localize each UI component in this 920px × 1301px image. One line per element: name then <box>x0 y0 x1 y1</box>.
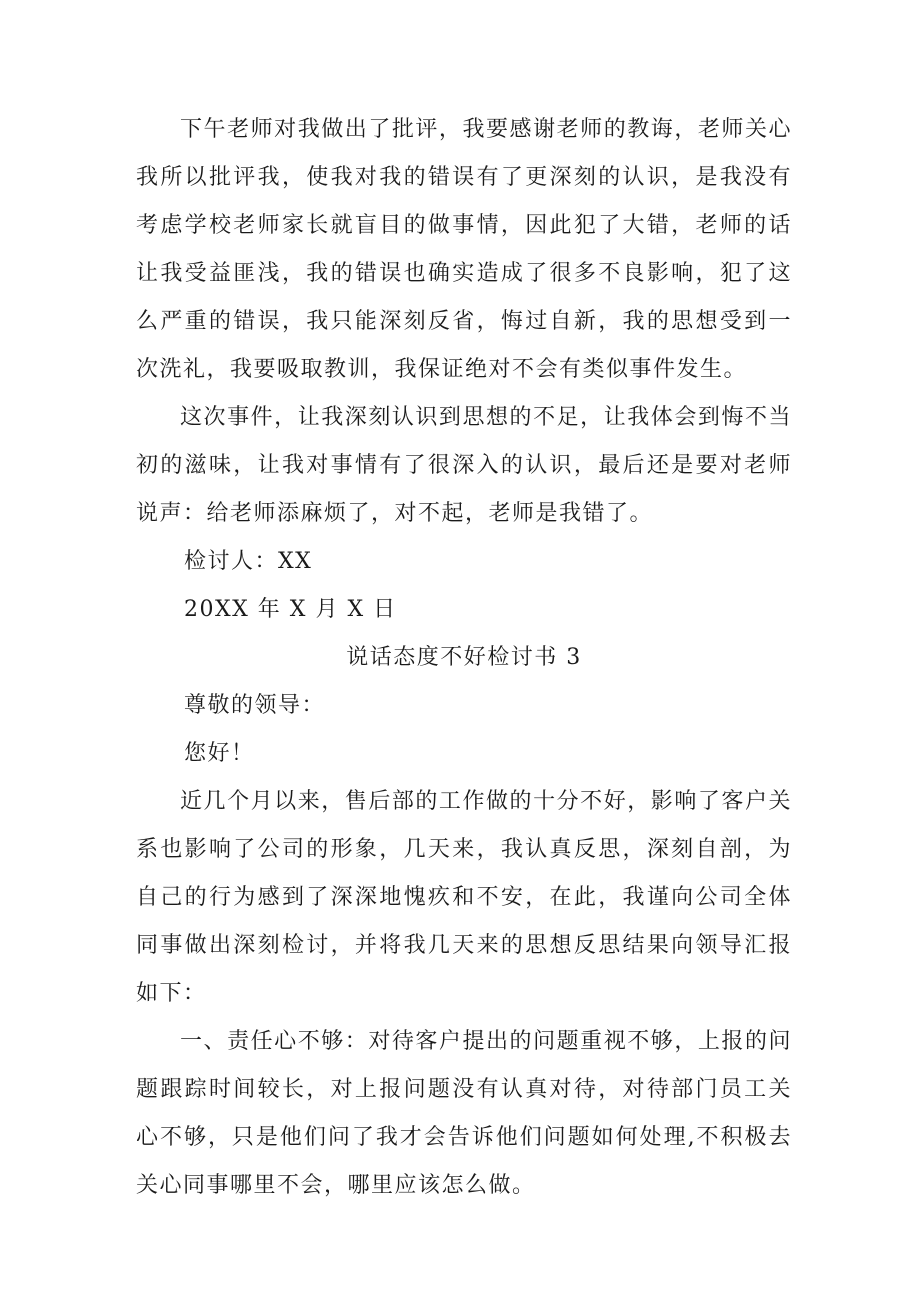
paragraph-apology: 下午老师对我做出了批评，我要感谢老师的教诲，老师关心我所以批评我，使我对我的错误有了更深刻的认识，是我没有考虑学校老师家长就盲目的做事情，因此犯了大错，老师的话让我受益匪浅，我的错误也确实造成了很多不良影响，犯了这么严重的错误，我只能深刻反省，悔过自新，我的思想受到一次洗礼，我要吸取教训，我保证绝对不会有类似事件发生。 <box>136 117 792 382</box>
date-line: 20XX 年 X 月 X 日 <box>184 597 397 622</box>
paragraph-intro: 近几个月以来，售后部的工作做的十分不好，影响了客户关系也影响了公司的形象，几天来，我认真反思，深刻自剖，为自己的行为感到了深深地愧疚和不安，在此，我谨向公司全体同事做出深刻检讨，并将我几天来的思想反思结果向领导汇报如下： <box>136 789 792 1006</box>
document-body <box>136 106 792 1210</box>
greeting: 您好！ <box>184 741 255 766</box>
section-title: 说话态度不好检讨书 3 <box>346 645 582 670</box>
signature-line: 检讨人：XX <box>184 549 313 574</box>
paragraph-point-one: 一、责任心不够：对待客户提出的问题重视不够，上报的问题跟踪时间较长，对上报问题没有认真对待，对待部门员工关心不够，只是他们问了我才会告诉他们问题如何处理,不积极去关心同事哪里不会，哪里应该怎么做。 <box>136 1029 792 1198</box>
salutation: 尊敬的领导： <box>184 693 326 718</box>
paragraph-reflection: 这次事件，让我深刻认识到思想的不足，让我体会到悔不当初的滋味，让我对事情有了很深入的认识，最后还是要对老师说声：给老师添麻烦了，对不起，老师是我错了。 <box>136 405 792 526</box>
